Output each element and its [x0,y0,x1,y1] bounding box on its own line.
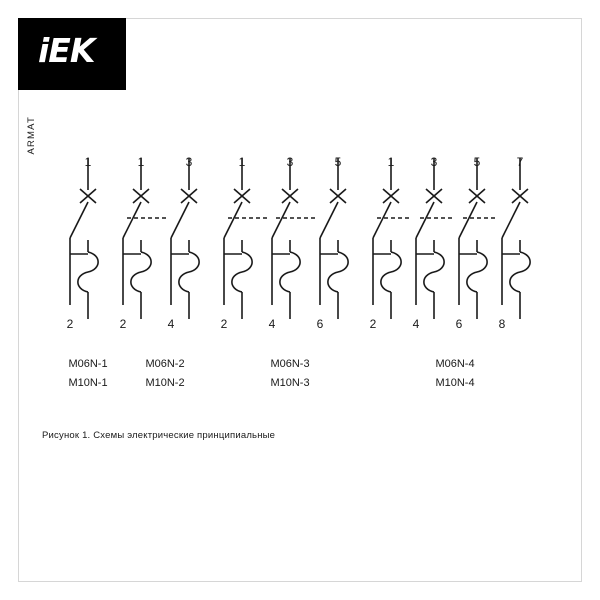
terminal-label: 7 [516,155,524,169]
model-label: M06N-4 [435,358,475,370]
model-label: M06N-2 [145,358,185,370]
terminal-label: 3 [185,155,193,169]
terminal-label: 1 [387,155,395,169]
iek-logo: iEK [38,31,95,70]
terminal-label: 3 [430,155,438,169]
page-frame [18,18,582,582]
model-label: M10N-2 [145,377,185,389]
terminal-label: 2 [119,317,127,331]
terminal-label: 6 [455,317,463,331]
model-label: M10N-3 [270,377,310,389]
terminal-label: 5 [473,155,481,169]
terminal-label: 4 [412,317,420,331]
brand-vertical-wrap [26,100,37,155]
armat-vertical-label: ARMAT [26,116,37,155]
terminal-label: 4 [268,317,276,331]
terminal-label: 3 [286,155,294,169]
model-label: M06N-3 [270,358,310,370]
terminal-label: 2 [66,317,74,331]
terminal-label: 4 [167,317,175,331]
figure-caption: Рисунок 1. Схемы электрические принципиальные [42,430,276,441]
model-label: M06N-1 [68,358,108,370]
terminal-label: 2 [220,317,228,331]
model-label: M10N-4 [435,377,475,389]
terminal-label: 6 [316,317,324,331]
brand-block [18,18,126,90]
terminal-label: 2 [369,317,377,331]
terminal-label: 1 [84,155,92,169]
model-label: M10N-1 [68,377,108,389]
terminal-label: 5 [334,155,342,169]
terminal-label: 1 [238,155,246,169]
terminal-label: 1 [137,155,145,169]
terminal-label: 8 [498,317,506,331]
